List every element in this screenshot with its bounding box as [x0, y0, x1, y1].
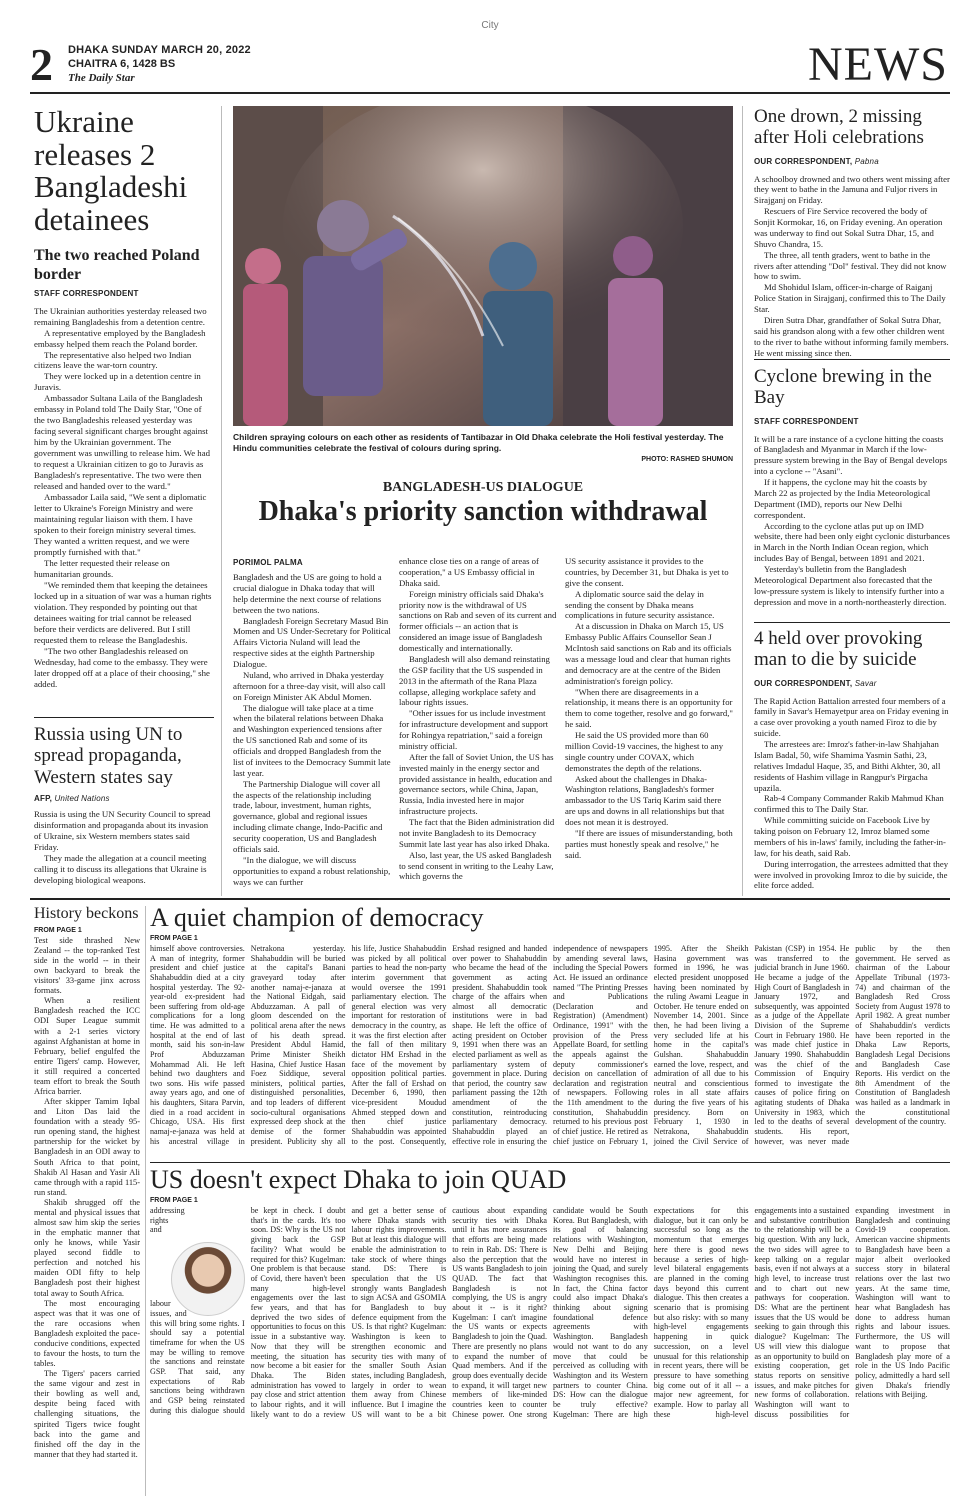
- paragraph: Nuland, who arrived in Dhaka yesterday afternoon for a three-day visit, will also call on Foreign Minister AK Abdul Momen.: [233, 669, 386, 702]
- paragraph: Ambassador Laila said, "We sent a diplomatic letter to Ukraine's Foreign Ministry and were maintaining regular liaison with them. I have spoken to their foreign ministry several times. They wanted a written request, and we were promptly furnished with that.": [34, 492, 207, 558]
- cyclone-headline: Cyclone brewing in the Bay: [754, 366, 932, 409]
- russia-story: [34, 724, 214, 886]
- byline-place: United Nations: [54, 793, 110, 803]
- cyclone-story: [754, 366, 950, 608]
- paragraph: Diren Sutra Dhar, grandfather of Sokal Sutra Dhar, said his grandson along with a few other children went to the river to bathe without informing family members. He went missing since then.: [754, 314, 949, 358]
- column-rule: [221, 106, 222, 896]
- cyclone-byline: STAFF CORRESPONDENT: [754, 416, 859, 426]
- paragraph: Yesterday's bulletin from the Bangladesh Meteorological Department also forecasted that the low-pressure system is likely to intensify further into a depression and move in a north-northeasterly direction.: [754, 564, 947, 607]
- from-page-1: FROM PAGE 1: [150, 1197, 198, 1204]
- paragraph: The letter requested their release on humanitarian grounds.: [34, 558, 170, 580]
- from-page-1: FROM PAGE 1: [34, 926, 82, 934]
- paragraph: A representative employed by the Bangladesh embassy helped them reach the Poland border.: [34, 327, 206, 349]
- democracy-body: [150, 944, 950, 1158]
- masthead: NEWS: [808, 38, 948, 91]
- byline-name: OUR CORRESPONDENT,: [754, 156, 853, 166]
- ukraine-body: [34, 306, 214, 690]
- quad-body: [150, 1206, 950, 1498]
- cyclone-body: [754, 434, 950, 608]
- divider: [754, 359, 950, 360]
- dateline: DHAKA SUNDAY MARCH 20, 2022: [68, 44, 251, 56]
- paragraph: Rab-4 Company Commander Rakib Mahmud Khan confirmed this to The Daily Star.: [754, 793, 944, 815]
- byline-place: Savar: [854, 678, 877, 688]
- holi-byline: [754, 157, 950, 166]
- holi-story: [754, 106, 950, 358]
- paragraph: Test side thrashed New Zealand -- the top-ranked Test side in the world -- in their own backyard to break the visitors' 33-game jinx across formats.: [34, 935, 140, 996]
- from-page-1: FROM PAGE 1: [150, 935, 198, 942]
- holi-photo-image: [233, 106, 733, 426]
- paragraph: Bangladesh Foreign Secretary Masud Bin Momen and US Under-Secretary for Political Affairs Victoria Nuland will lead the respective sides at the eighth Partnership Dialogue.: [233, 615, 391, 669]
- paragraph: The dialogue will take place at a time when the bilateral relations between Dhaka and Washington experienced tensions after the US sanctioned Rab and some of its officials and dropped Bangladesh from the list of invitees to the Democracy Summit late last year.: [233, 702, 391, 778]
- paragraph: The Tigers' pacers carried the same vigour and zest in their bowling as well and, despite being faced with challenging situations, the spirited Tigers twice fought back into the game and finished off the day in the manner that they had started it.: [34, 1369, 140, 1459]
- cricket-body: [34, 936, 140, 1460]
- paragraph: addressing rights and labour issues, and this will bring some rights. I should say a potential timeframe for when the US may be willing to remove the sanctions and reinstate GSP. That said, any expectations of Rab sanctions being withdrawn and GSP being reinstated during this dialogue should be kept in check. I doubt that's in the cards. It's too soon. DS: Why is the US not giving back the GSP facility? What would be required for this? Kugelman: One problem is that because of Covid, there haven't been many high-level engagements over the last few years, and that has deprived the two sides of opportunities to focus on this issue in a substantive way. Now that they will be meeting, the situation has now become a bit easier for Dhaka. The Biden administration has vowed to pay close and strict attention to labour rights, and it will likely want to do a review and get a better sense of where Dhaka stands with labour rights improvements. But at least this dialogue will enable the administration to take stock of where things stand. DS: There is speculation that the US strongly wants Bangladesh to sign ACSA and GSOMIA for Bangladesh to buy defence equipment from the US. Is that right? Kugelman: Washington is keen to strengthen economic and security ties with many of the smaller South Asian states, including Bangladesh, largely in order to wean them away from Chinese influence. But I imagine the US will want to be a bit cautious about expanding security ties with Dhaka until it has more assurances that efforts are being made to rein in Rab. DS: There is also the perception that the US wants Bangladesh to join QUAD. The fact that Bangladesh is not complying, the US is angry about it -- is it right? Kugelman: I can't imagine the US wants or expects Bangladesh to join the Quad. There are presently no plans to expand the number of Quad members. And if the group does eventually decide to expand, it will target new members of like-minded countries keen to counter Chinese power. One strong candidate would be South Korea. But Bangladesh, with its goal of balancing relations with Washington, New Delhi and Beijing would have no interest in joining the Quad, and surely Washington recognises this. In fact, the China factor could also impact Dhaka's thinking about signing foundational defence agreements with Washington. Bangladesh would not want to do any move that could be perceived as colluding with Washington and its Western partners to counter China. DS: How can the dialogue be truly effective? Kugelman: There are high expectations for this dialogue, but it can only be successful so long as the momentum that emerges here there is good news because a series of high-level bilateral engagements are planned in the coming days beyond this current dialogue. This then creates a scenario that is promising but also risky: with so many high-level engagements happening in quick succession, on a level unusual for this relationship in recent years, there will be pressure to have something big come out of it all -- a major new agreement, for example. How to parlay all these high-level engagements into a sustained and substantive contribution to the relationship will be a big question. With any luck, the two sides will agree to keep talking on a regular basis, even if not always at a high level, to increase trust and to chart out new pathways for cooperation. DS: What are the pertinent issues that the US would be seeking to gain through this dialogue? Kugelman: The US will view this dialogue as an opportunity to build on existing cooperation, get status reports on sensitive issues, and make pitches for new forms of collaboration. Washington will want to discuss possibilities for expanding investment in Bangladesh and continuing Covid-19 cooperation. American vaccine shipments to Bangladesh have been a major albeit overlooked success story in bilateral relations over the last two years. At the same time, Washington will want to hear what Bangladesh has done to address human rights and labour issues. Furthermore, the US will want to propose that Bangladesh play more of a role in the US Indo Pacific policy, admittedly a hard sell given Dhaka's friendly relations with Beijing.: [150, 1206, 950, 1419]
- holi-body: [754, 174, 950, 359]
- section-label: City: [481, 20, 499, 31]
- paragraph: Bangladesh will also demand reinstating the GSP facility that the US suspended in 2013 in the aftermath of the Rana Plaza collapse, alleging workplace safety and labour rights issues.: [399, 653, 550, 708]
- paragraph: "The two other Bangladeshis released on Wednesday, had come to the embassy. They were later dropped off at a place of their choosing," she added.: [34, 646, 210, 690]
- paragraph: Russia is using the UN Security Council to spread disinformation and propaganda about its invasion of Ukraine, six Western members states said Friday.: [34, 808, 211, 852]
- paragraph: "Other issues for us include investment for infrastructure development and support for Rohingya repatriation," said a foreign ministry official.: [399, 708, 549, 751]
- holi-photo: [233, 106, 733, 426]
- paragraph: According to the cyclone atlas put up on IMD website, there had been only eight cyclonic disturbances in March in the North Indian Ocean region, which includes Bay of Bengal, between 1891 and 2021.: [754, 520, 950, 564]
- paragraph: The arrestees are: Imroz's father-in-law Shahjahan Islam Badal, 50, wife Shamima Yasmin Sathi, 23, relatives Imdadul Haque, 35, and Bithi Akhter, 30, all residents of Hashim village in Rangpur's Pirgacha upazila.: [754, 739, 941, 793]
- paragraph: The three, all tenth graders, went to bathe in the rivers after attending "Dol" festival. They did not know how to swim.: [754, 249, 947, 282]
- russia-headline: Russia using UN to spread propaganda, Western states say: [34, 724, 183, 788]
- divider: [754, 622, 950, 623]
- paragraph: "When there are disagreements in a relationship, it means there is an opportunity for them to come together, resolve and go forward," he said.: [565, 686, 733, 730]
- ukraine-headline: Ukraine releases 2 Bangladeshi detainees: [34, 104, 188, 237]
- paragraph: While committing suicide on Facebook Live by taking poison on February 12, Imroz blamed some members of his in-laws' family, including the father-in-law, for his death, said Rab.: [754, 815, 946, 858]
- byline-name: OUR CORRESPONDENT,: [754, 678, 853, 688]
- dialogue-kicker: BANGLADESH-US DIALOGUE: [382, 480, 584, 495]
- paragraph: A diplomatic source said the delay in sending the consent by Dhaka means complications in future security assistance.: [565, 588, 715, 621]
- paragraph: Shakib shrugged off the mental and physical issues that almost saw him skip the series in the emphatic manner that only he knows, while Yasir played second fiddle to perfection and notched his maiden ODI fifty to help Bangladesh post their highest total away to South Africa.: [34, 1197, 140, 1298]
- paragraph: Asked about the challenges in Dhaka-Washington relations, Bangladesh's former ambassador to the US Tariq Karim said there are ups and downs in all relationships but that does not mean it is destroyed.: [565, 773, 725, 827]
- paragraph: US security assistance it provides to the countries, by December 31, but Dhaka is yet to give the consent.: [565, 556, 729, 588]
- photo-credit: PHOTO: RASHED SHUMON: [641, 456, 733, 463]
- dialogue-col-2: [399, 556, 557, 882]
- savar-headline: 4 held over provoking man to die by suicide: [754, 628, 923, 671]
- paragraph: himself above controversies. A man of integrity, former president and chief justice Shahabuddin died at a city hospital yesterday. The 92-year-old ex-president had been suffering from old-age complications for a long time. He was admitted to a hospital at the end of last month, said his son-in-law Prof Abduzzaman Mohammad Ali. He left behind two daughters and two sons. His wife passed away years ago, and one of his daughters, Sitara Parvin, died in a road accident in Chicago, USA. His first namaj-e-janaza was held at his ancestral village in Netrakona yesterday. Shahabuddin will be buried at the capital's Banani graveyard today after another namaj-e-janaza at the National Eidgah, said Abduzzaman. A pall of gloom descended on the political arena after the news of his death spread. President Abdul Hamid, Prime Minister Sheikh Hasina, Chief Justice Hasan Foez Siddique, several ministers, political parties, distinguished personalities, and top leaders of different socio-cultural organisations expressed deep shock at the demise of the former president. Publicity shy all his life, Justice Shahabuddin was picked by all political parties to head the non-party interim government that would oversee the 1991 parliamentary election. The general election was very important for restoration of democracy in the country, as it was the first election after the fall of then military dictator HM Ershad in the face of the movement by opposition political parties. After the fall of Ershad on December 6, 1990, then vice-president Moudud Ahmed stepped down and then chief justice Shahabuddin was appointed to the post. Consequently, Ershad resigned and handed over power to Shahabuddin who became the head of the government as acting president. Shahabuddin took charge of the affairs when almost all democratic institutions were in bad shape. He left the office of acting president on October 9, 1991 when there was an elected parliament as well as parliamentary system of government in place. During that period, the country saw parliament passing the 12th amendment of the constitution, reintroducing parliamentary democracy. Shahabuddin played an effective role in ensuring the independence of newspapers by amending several laws, including the Special Powers Act. He issued an ordinance named "The Printing Presses and Publications (Declaration and Registration) (Amendment) Ordinance, 1991" with the provision of the Press Appellate Board, for settling the appeals against the deputy commissioner's decision on cancellation of declaration and registration of newspapers. Following the 11th amendment to the constitution, Shahabuddin returned to his previous post of chief justice. He retired as chief justice on February 1, 1995. After the Sheikh Hasina government was formed in 1996, he was elected president unopposed having been nominated by the ruling Awami League in October. He tenure ended on November 14, 2001. Since then, he had been living a very secluded life at his home in the capital's Gulshan. Shahabuddin earned the love, respect, and admiration of all due to his neutral and conscientious roles in all state affairs during the five years of his presidency. Born on February 1, 1930 in Netrakona, Shahabuddin joined the Civil Service of Pakistan (CSP) in 1954. He was transferred to the judicial branch in June 1960. He became a judge of the High Court of Bangladesh in January 1972, and subsequently, was appointed as a judge of the Appellate Division of the Supreme Court in February 1980. He was made chief justice in January 1990. Shahabuddin was the chief of the Commission of Enquiry formed to investigate the causes of police firing on agitating students of Dhaka University in 1983, which led to the deaths of several students. His report, however, was never made public by the then government. He served as chairman of the Labour Appellate Tribunal (1973-74) and chairman of the Bangladesh Red Cross Society from August 1978 to April 1982. A great number of Shahabuddin's verdicts have been reported in the Dhaka Law Reports, Bangladesh Legal Decisions and Bangladesh Case Reports. His verdict on the 8th Amendment of the Constitution of Bangladesh was hailed as a landmark in the constitutional development of the country.: [150, 944, 950, 1146]
- cricket-headline: History beckons: [34, 905, 139, 922]
- savar-story: [754, 628, 950, 891]
- photo-caption: Children spraying colours on each other as residents of Tantibazar in Old Dhaka celebrate the Holi festival yesterday. The Hindu communities celebrate the festival of colours during spring.: [233, 432, 724, 454]
- paragraph: "In the dialogue, we will discuss opportunities to expand a robust relationship, ways we can further: [233, 854, 391, 887]
- column-rule: [742, 106, 743, 896]
- paragraph: Also, last year, the US asked Bangladesh to send consent in writing to the Leahy Law, which governs the: [399, 849, 554, 882]
- quad-headline: US doesn't expect Dhaka to join QUAD: [150, 1165, 567, 1194]
- bengali-date: CHAITRA 6, 1428 BS: [68, 58, 176, 70]
- paragraph: He said the US provided more than 60 million Covid-19 vaccines, the highest to any single country under COVAX, which demonstrates the depth of the relations.: [565, 730, 724, 773]
- section-rule: [30, 898, 950, 900]
- paragraph: The fact that the Biden administration did not invite Bangladesh to its Democracy Summit late last year has also irked Dhaka.: [399, 817, 555, 849]
- header-rule: [30, 92, 950, 94]
- paragraph: Rescuers of Fire Service recovered the body of Sonjit Kormokar, 16, on Friday evening. An operation was underway to find out Sokal Sutra Dhar, 15, and Shuvo Chandra, 15.: [754, 206, 943, 249]
- paragraph: When a resilient Bangladesh reached the ICC ODI Super League summit with a 2-1 series victory against Afghanistan at home in February, belief engulfed the entire Tigers' camp. However, it still required a concerted team effort to break the South Africa barrier.: [34, 996, 140, 1096]
- portrait: [171, 1242, 245, 1316]
- paragraph: enhance close ties on a range of areas of cooperation," a US Embassy official in Dhaka said.: [399, 556, 539, 588]
- paragraph: The Rapid Action Battalion arrested four members of a family in Savar's Hemayetpur area on Friday evening in a case over provoking a youth named Firoz to die by suicide.: [754, 695, 949, 739]
- holi-headline: One drown, 2 missing after Holi celebrations: [754, 106, 924, 149]
- russia-body: [34, 809, 214, 886]
- divider: [34, 717, 214, 718]
- paragraph: They made the allegation at a council meeting calling it to discuss its allegations that Ukraine is developing biological weapons.: [34, 852, 207, 885]
- paragraph: Bangladesh and the US are going to hold a crucial dialogue in Dhaka today that will help determine the next course of relations between the two nations.: [233, 572, 382, 615]
- paragraph: The representative also helped two Indian citizens leave the war-torn country.: [34, 349, 192, 371]
- paragraph: Ambassador Sultana Laila of the Bangladesh embassy in Poland told The Daily Star, "One of the two Bangladeshis released yesterday was facing several significant charges brought against him by the Ukrainian government. The government was unwilling to release him. We had to request a Ukrainian citizen to go to Juravis as Bangladesh's representative. The two were then released and handed over to the ward.": [34, 393, 211, 492]
- page-number: 2: [30, 39, 53, 90]
- paragraph: They were locked up in a detention centre in Juravis.: [34, 371, 201, 393]
- paper-logo: The Daily Star: [68, 72, 135, 84]
- dialogue-col-1: [233, 572, 391, 887]
- ukraine-kicker: The two reached Poland border: [34, 247, 200, 284]
- byline-place: Pabna: [854, 156, 879, 166]
- paragraph: During interrogation, the arrestees admitted that they were involved in provoking Imroz to die by suicide, the elite force added.: [754, 858, 949, 891]
- section-rule: [150, 1162, 950, 1163]
- paragraph: It will be a rare instance of a cyclone hitting the coasts of Bangladesh and Myanmar in March if the low-pressure system brewing in the Bay of Bengal develops into a cyclone -- "Asani".: [754, 433, 948, 477]
- dialogue-byline: PORIMOL PALMA: [233, 558, 303, 567]
- paragraph: "If there are issues of misunderstanding, both parties must honestly speak and resolve," he said.: [565, 827, 733, 860]
- ukraine-byline: STAFF CORRESPONDENT: [34, 288, 139, 298]
- paragraph: The most encouraging aspect was that it was one of the rare occasions when Bangladesh exploited the pace-conducive conditions, expected to favour the hosts, to turn the tables.: [34, 1298, 140, 1369]
- byline-agency: AFP,: [34, 793, 52, 803]
- paragraph: At a discussion in Dhaka on March 15, US Embassy Public Affairs Counsellor Sean J McIntosh said sanctions on Rab and its officials was a message loud and clear that human rights and democracy are at the centre of the Biden administration's foreign policy.: [565, 621, 732, 686]
- paragraph: Md Shohidul Islam, officer-in-charge of Raiganj Police Station in Sirajganj, confirmed this to The Daily Star.: [754, 282, 946, 315]
- paragraph: After the fall of Soviet Union, the US has invested mainly in the energy sector and provided assistance in health, education and governance sectors, while China, Japan, Russia, India invested here in major infrastructure projects.: [399, 751, 554, 817]
- paragraph: "We reminded them that keeping the detainees locked up in a situation of war was a human rights violation. They responded by pointing out that detainees waiting for trial cannot be released before their verdicts are delivered. But I still requested them to release the Bangladeshis.: [34, 580, 212, 646]
- column-rule: [145, 906, 146, 1496]
- paragraph: The Partnership Dialogue will cover all the aspects of the relationship including trade, labour, investment, human rights, governance, global and regional issues including climate change, Indo-Pacific and security cooperation, US and Bangladesh officials said.: [233, 778, 383, 854]
- paragraph: A schoolboy drowned and two others went missing after they went to bathe in the Jamuna and Fuljor rivers in Sirajganj on Friday.: [754, 173, 950, 206]
- paragraph: The Ukrainian authorities yesterday released two remaining Bangladeshis from a detention centre.: [34, 305, 207, 327]
- paragraph: Foreign ministry officials said Dhaka's priority now is the withdrawal of US sanctions on Rab and seven of its current and former officials -- an action that is considered an image issue of Bangladesh domestically and internationally.: [399, 588, 557, 653]
- democracy-headline: A quiet champion of democracy: [150, 903, 484, 932]
- russia-byline: [34, 794, 214, 803]
- paragraph: After skipper Tamim Iqbal and Liton Das laid the foundation with a steady 95-run opening stand, the highest partnership for the wicket by Bangladesh in an ODI away to South Africa to that point, Shakib Al Hasan and Yasir Ali came through with a rapid 115-run stand.: [34, 1097, 140, 1197]
- paragraph: If it happens, the cyclone may hit the coasts by March 22 as projected by the India Meteorological Department (IMD), reports our New Delhi correspondent.: [754, 477, 931, 520]
- savar-body: [754, 696, 950, 892]
- cricket-story: [34, 906, 140, 1460]
- ukraine-story: [34, 106, 214, 690]
- dialogue-headline: Dhaka's priority sanction withdrawal: [258, 496, 708, 527]
- dialogue-col-3: [565, 556, 733, 861]
- savar-byline: [754, 679, 950, 688]
